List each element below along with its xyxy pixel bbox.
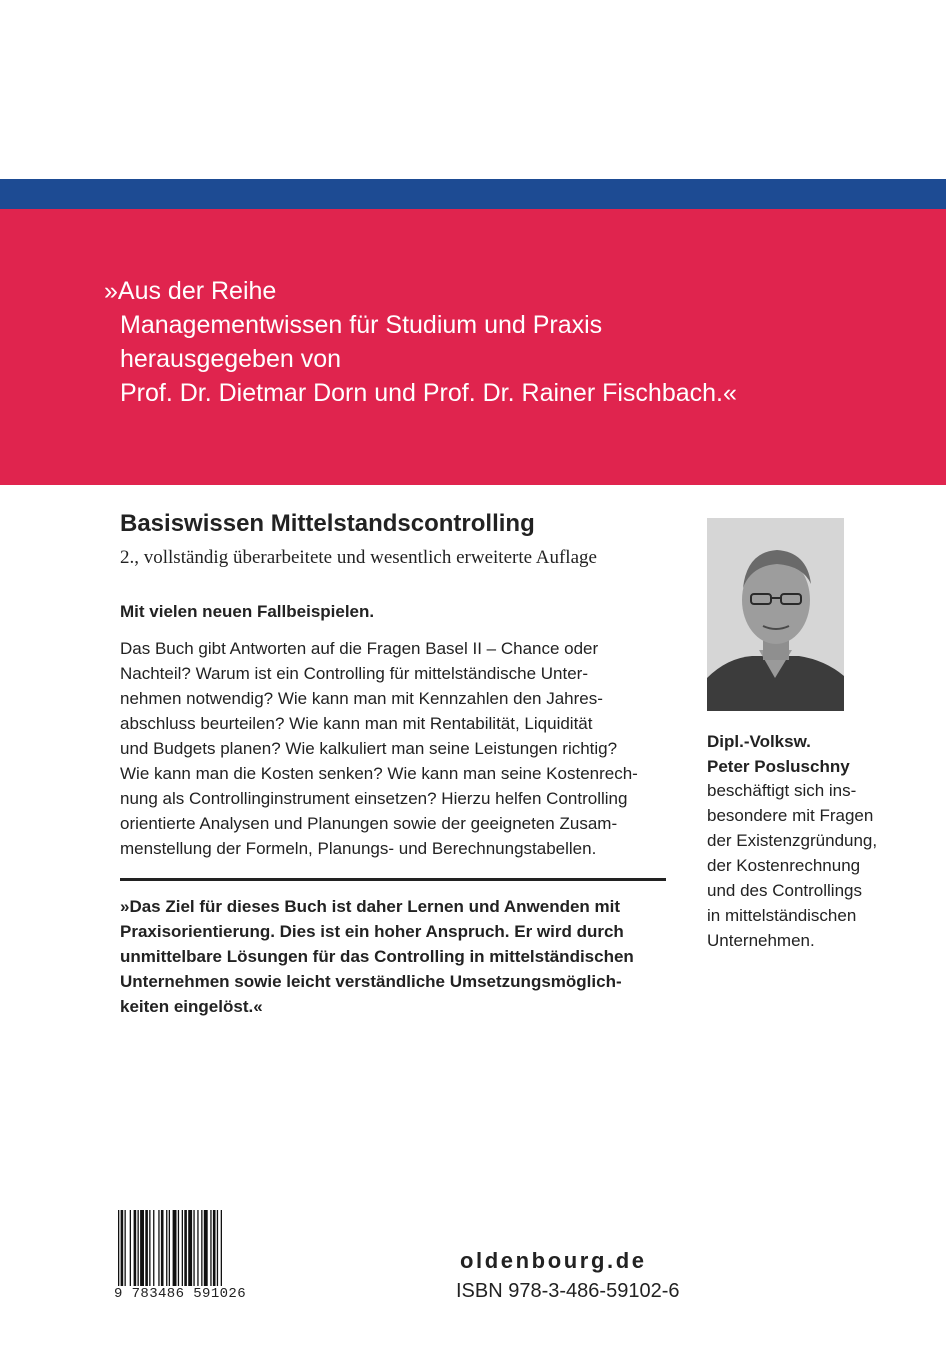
quote-line: unmittelbare Lösungen für das Controlling in mittelständischen [120, 947, 634, 966]
author-bio-line: der Kostenrechnung [707, 856, 861, 875]
author-bio-line: beschäftigt sich ins- [707, 781, 857, 800]
quote-line: »Das Ziel für dieses Buch ist daher Lernen und Anwenden mit [120, 897, 621, 916]
description-line: nehmen notwendig? Wie kann man mit Kennzahlen den Jahres- [120, 689, 603, 708]
author-bio-line: der Existenzgründung, [707, 831, 878, 850]
quote-line: keiten eingelöst.« [120, 997, 263, 1016]
author-bio-line: Unternehmen. [707, 931, 815, 950]
description-line: orientierte Analysen und Planungen sowie der geeigneten Zusam- [120, 814, 618, 833]
author-bio-line: besondere mit Fragen [707, 806, 874, 825]
author-bio-line: und des Controllings [707, 881, 862, 900]
description-line: abschluss beurteilen? Wie kann man mit Rentabilität, Liquidität [120, 714, 593, 733]
book-title: Basiswissen Mittelstandscontrolling [120, 510, 535, 537]
pull-quote [120, 894, 668, 1019]
description-line: Wie kann man die Kosten senken? Wie kann man seine Kostenrech- [120, 764, 638, 783]
series-line: Prof. Dr. Dietmar Dorn und Prof. Dr. Rainer Fischbach.« [120, 379, 737, 407]
series-line: »Aus der Reihe [104, 277, 277, 305]
series-info [104, 274, 924, 410]
barcode-digits: 9 783486 591026 [114, 1286, 247, 1302]
author-name [707, 729, 850, 779]
author-bio-line: in mittelständischen [707, 906, 857, 925]
divider [120, 878, 666, 881]
description-line: und Budgets planen? Wie kalkuliert man seine Leistungen richtig? [120, 739, 618, 758]
author-photo [707, 518, 844, 711]
description-line: nung als Controllinginstrument einsetzen? Hierzu helfen Controlling [120, 789, 628, 808]
author-bio [707, 778, 877, 953]
barcode-icon [114, 1210, 274, 1286]
author-name-line: Dipl.-Volksw. [707, 732, 811, 751]
series-line: Managementwissen für Studium und Praxis [120, 311, 603, 339]
author-portrait-icon [707, 518, 844, 711]
description-line: menstellung der Formeln, Planungs- und Berechnungstabellen. [120, 839, 597, 858]
isbn: ISBN 978-3-486-59102-6 [456, 1280, 680, 1302]
quote-line: Praxisorientierung. Dies ist ein hoher Anspruch. Er wird durch [120, 922, 624, 941]
quote-line: Unternehmen sowie leicht verständliche Umsetzungsmöglich- [120, 972, 622, 991]
publisher-url: oldenbourg.de [460, 1248, 647, 1273]
description-line: Das Buch gibt Antworten auf die Fragen Basel II – Chance oder [120, 639, 599, 658]
description-line: Nachteil? Warum ist ein Controlling für mittelständische Unter- [120, 664, 588, 683]
description-text [120, 636, 668, 861]
author-name-line: Peter Posluschny [707, 757, 850, 776]
series-line: herausgegeben von [120, 345, 342, 373]
edition-note: 2., vollständig überarbeitete und wesentlich erweiterte Auflage [120, 547, 597, 568]
blue-band [0, 179, 946, 209]
barcode [114, 1210, 274, 1294]
highlight-text: Mit vielen neuen Fallbeispielen. [120, 602, 375, 621]
